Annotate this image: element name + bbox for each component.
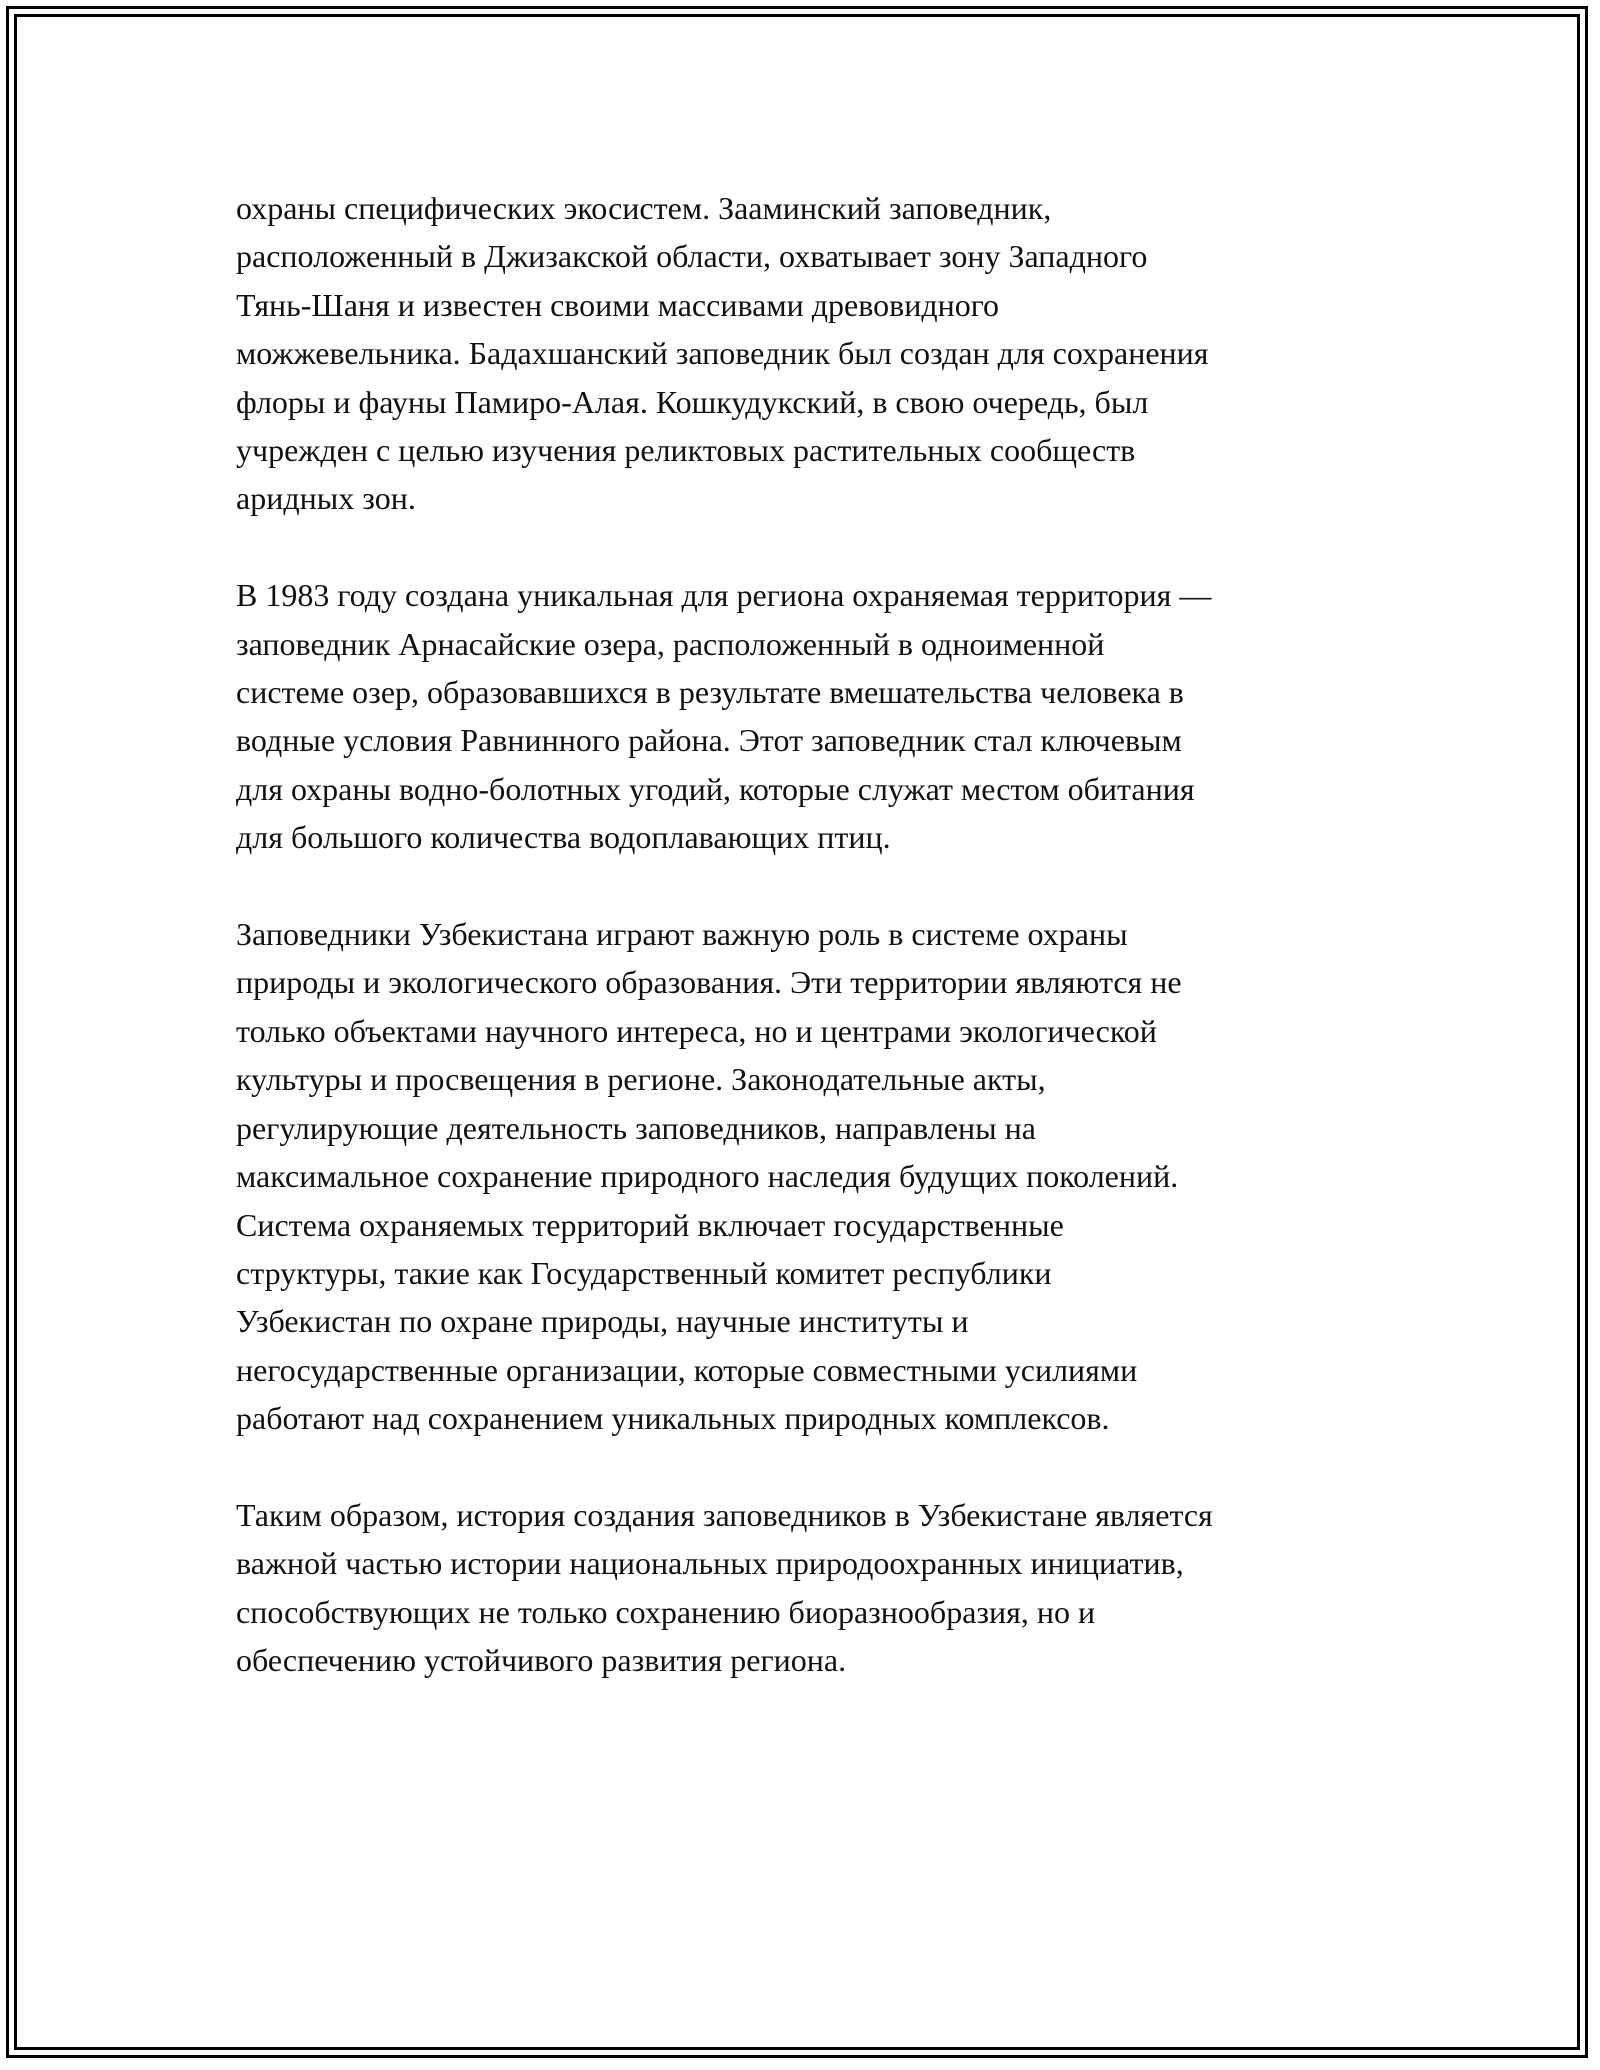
paragraph-reserves-role: Заповедники Узбекистана играют важную роль в системе охраны природы и экологического образования. Эти территории являются не только объектами научного интереса, но и центрами экологической культуры и просвещения в регионе. Законодательные акты, регулирующие деятельность заповедников, направлены на максимальное сохранение природного наследия будущих поколений. Система охраняемых территорий включает государственные структуры, такие как Государственный комитет республики Узбекистан по охране природы, научные институты и негосударственные организации, которые совместными усилиями работают над сохранением уникальных природных комплексов. xyxy=(236,916,1182,1437)
paragraph-conclusion: Таким образом, история создания заповедников в Узбекистане является важной частью истории национальных природоохранных инициатив, способствующих не только сохранению биоразнообразия, но и обеспечению устойчивого развития региона. xyxy=(236,1496,1213,1679)
paragraph-reserves-overview: охраны специфических экосистем. Зааминский заповедник, расположенный в Джизакской области, охватывает зону Западного Тянь-Шаня и известен своими массивами древовидного можжевельника. Бадахшанский заповедник был создан для сохранения флоры и фауны Памиро-Алая. Кошкудукский, в свою очередь, был учрежден с целью изучения реликтовых растительных сообществ аридных зон. xyxy=(236,190,1209,517)
paragraph-arnasay-lakes: В 1983 году создана уникальная для региона охраняемая территория — заповедник Арнасайские озера, расположенный в одноименной системе озер, образовавшихся в результате вмешательства человека в водные условия Равнинного района. Этот заповедник стал ключевым для охраны водно-болотных угодий, которые служат местом обитания для большого количества водоплавающих птиц. xyxy=(236,577,1212,856)
document-body xyxy=(236,184,1376,1685)
